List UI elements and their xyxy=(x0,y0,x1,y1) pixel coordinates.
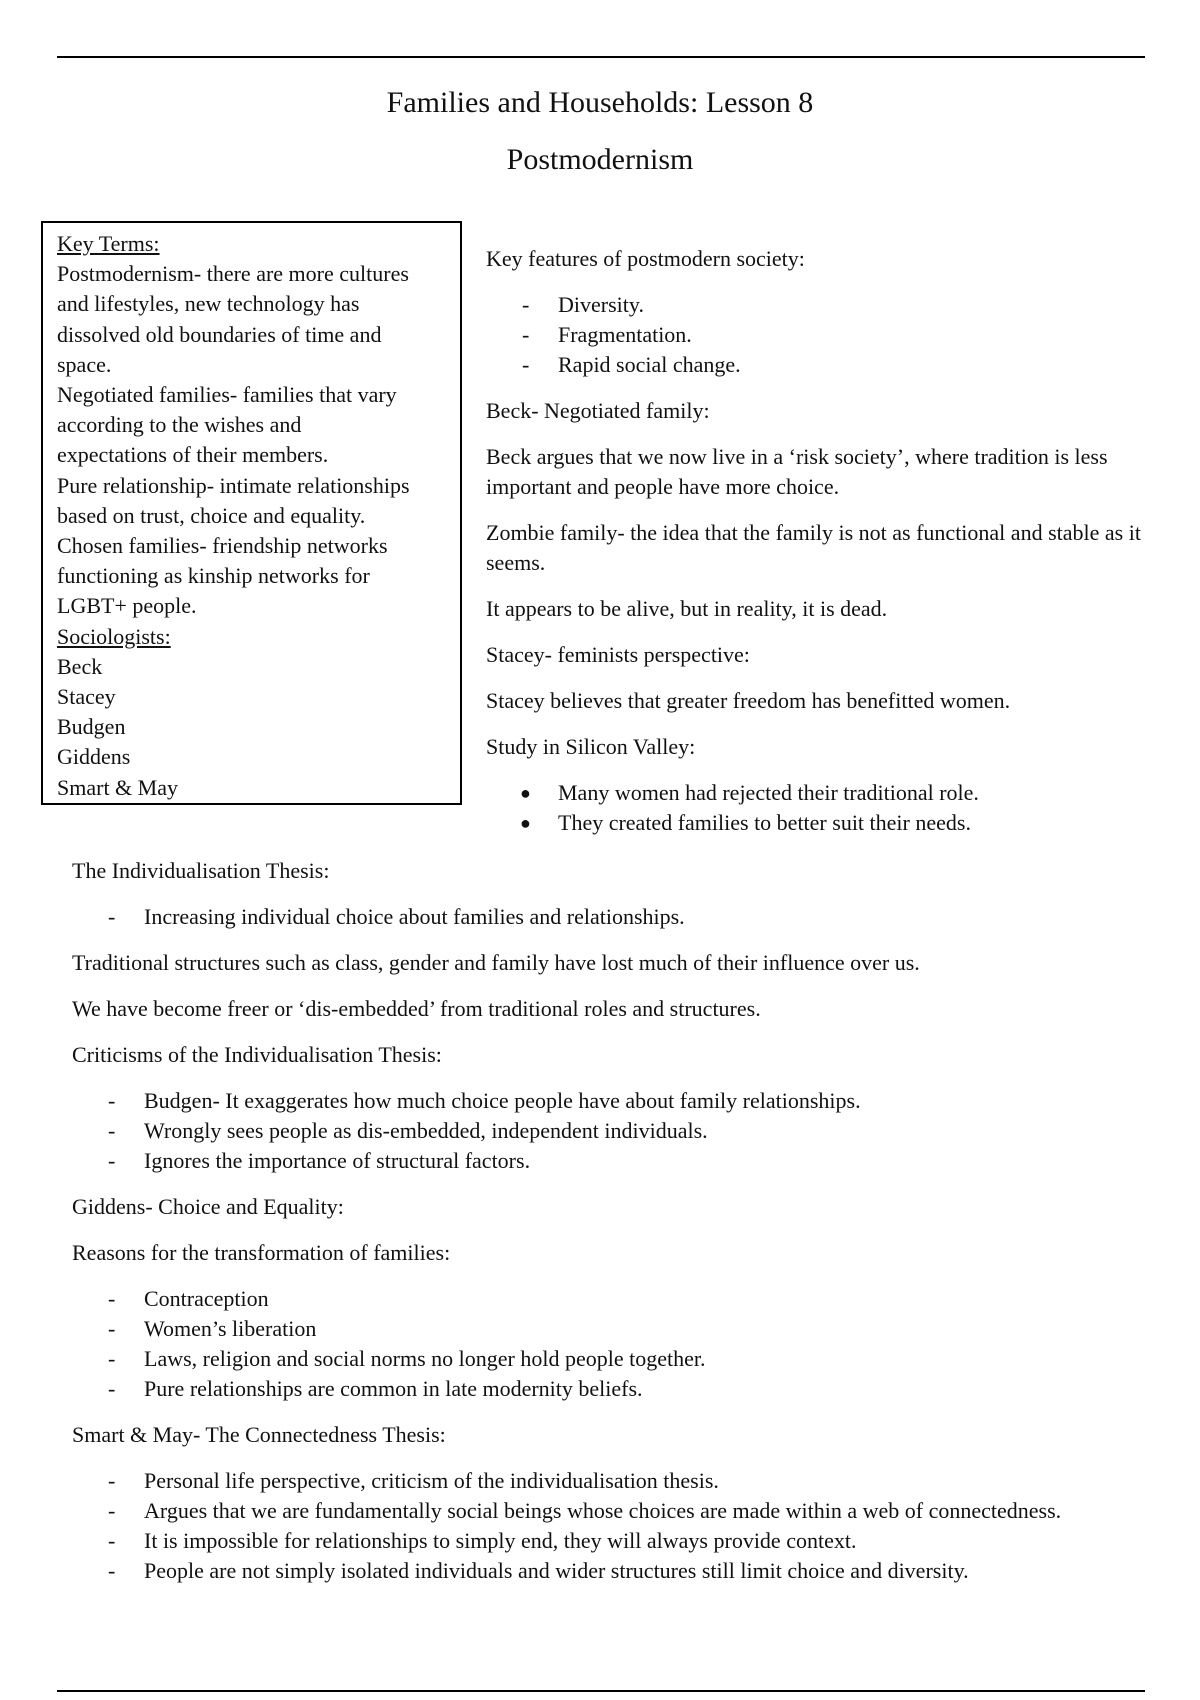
term-line: Chosen families- friendship networks xyxy=(57,533,388,559)
stacey-heading: Stacey- feminists perspective: xyxy=(486,642,750,667)
smart-may-list xyxy=(72,1466,1152,1586)
traditional-text: Traditional structures such as class, gender and family have lost much of their influence over us. xyxy=(72,950,920,975)
dash-marker: - xyxy=(108,1286,116,1311)
list-item: - Personal life perspective, criticism of the individualisation thesis. xyxy=(72,1466,1152,1496)
dash-marker: - xyxy=(108,1376,116,1401)
dash-marker: - xyxy=(108,1528,116,1553)
term-line: Negotiated families- families that vary xyxy=(57,382,397,408)
term-line: dissolved old boundaries of time and xyxy=(57,321,382,347)
list-item: - It is impossible for relationships to simply end, they will always provide context. xyxy=(72,1526,1152,1556)
term-line: and lifestyles, new technology has xyxy=(57,291,360,317)
sociologist-name: Stacey xyxy=(57,684,116,710)
dash-marker: - xyxy=(522,292,530,317)
key-features-heading: Key features of postmodern society: xyxy=(486,246,805,271)
dash-marker: - xyxy=(522,322,530,347)
main-content xyxy=(72,856,1152,1602)
dash-marker: - xyxy=(522,352,530,377)
list-item: - Fragmentation. xyxy=(486,320,1146,350)
criticisms-heading: Criticisms of the Individualisation Thesis: xyxy=(72,1042,442,1067)
dash-marker: - xyxy=(108,1148,116,1173)
list-item: - People are not simply isolated individuals and wider structures still limit choice and diversity. xyxy=(72,1556,1152,1586)
list-item: - Pure relationships are common in late modernity beliefs. xyxy=(72,1374,1152,1404)
term-line: functioning as kinship networks for xyxy=(57,563,370,589)
list-item: - Budgen- It exaggerates how much choice people have about family relationships. xyxy=(72,1086,1152,1116)
list-item: ● Many women had rejected their traditional role. xyxy=(486,778,1146,808)
silicon-heading: Study in Silicon Valley: xyxy=(486,734,696,759)
reasons-list xyxy=(72,1284,1152,1404)
term-line: LGBT+ people. xyxy=(57,593,197,619)
smart-may-heading: Smart & May- The Connectedness Thesis: xyxy=(72,1422,446,1447)
dash-marker: - xyxy=(108,904,116,929)
bullet-marker: ● xyxy=(520,813,531,833)
list-item: - Diversity. xyxy=(486,290,1146,320)
term-line: Pure relationship- intimate relationships xyxy=(57,472,410,498)
right-column xyxy=(486,244,1146,854)
term-line: based on trust, choice and equality. xyxy=(57,502,366,528)
dash-marker: - xyxy=(108,1088,116,1113)
top-rule xyxy=(57,56,1145,58)
dash-marker: - xyxy=(108,1498,116,1523)
freer-text: We have become freer or ‘dis-embedded’ from traditional roles and structures. xyxy=(72,996,761,1021)
bullet-marker: ● xyxy=(520,783,531,803)
key-terms-heading: Key Terms: xyxy=(57,231,160,256)
dash-marker: - xyxy=(108,1468,116,1493)
sociologist-name: Smart & May xyxy=(57,774,178,800)
term-line: expectations of their members. xyxy=(57,442,329,468)
criticisms-list xyxy=(72,1086,1152,1176)
list-item: ● They created families to better suit their needs. xyxy=(486,808,1146,838)
bottom-rule xyxy=(57,1690,1145,1692)
list-item: - Argues that we are fundamentally social beings whose choices are made within a web of connectedness. xyxy=(72,1496,1152,1526)
beck-heading: Beck- Negotiated family: xyxy=(486,398,710,423)
dash-marker: - xyxy=(108,1346,116,1371)
alive-text: It appears to be alive, but in reality, it is dead. xyxy=(486,596,888,621)
dash-marker: - xyxy=(108,1118,116,1143)
page-subtitle: Postmodernism xyxy=(506,143,694,176)
silicon-list xyxy=(486,778,1146,838)
term-line: Postmodernism- there are more cultures xyxy=(57,261,409,287)
sociologist-name: Giddens xyxy=(57,744,131,770)
list-item: - Laws, religion and social norms no longer hold people together. xyxy=(72,1344,1152,1374)
list-item: - Ignores the importance of structural factors. xyxy=(72,1146,1152,1176)
term-line: space. xyxy=(57,351,112,377)
list-item: - Women’s liberation xyxy=(72,1314,1152,1344)
giddens-heading: Giddens- Choice and Equality: xyxy=(72,1194,344,1219)
term-line: according to the wishes and xyxy=(57,412,302,438)
list-item: - Contraception xyxy=(72,1284,1152,1314)
list-item: - Wrongly sees people as dis-embedded, independent individuals. xyxy=(72,1116,1152,1146)
sociologists-heading: Sociologists: xyxy=(57,623,171,649)
beck-text: Beck argues that we now live in a ‘risk society’, where tradition is less important and people have more choice. xyxy=(486,444,1108,499)
dash-marker: - xyxy=(108,1316,116,1341)
individualisation-list xyxy=(72,902,1152,932)
individualisation-heading: The Individualisation Thesis: xyxy=(72,858,330,883)
dash-marker: - xyxy=(108,1558,116,1583)
sociologist-name: Beck xyxy=(57,653,103,679)
page-title: Families and Households: Lesson 8 xyxy=(386,86,814,119)
list-item: - Rapid social change. xyxy=(486,350,1146,380)
stacey-text: Stacey believes that greater freedom has benefitted women. xyxy=(486,688,1011,713)
sociologist-name: Budgen xyxy=(57,714,126,740)
list-item: - Increasing individual choice about families and relationships. xyxy=(72,902,1152,932)
zombie-text: Zombie family- the idea that the family is not as functional and stable as it seems. xyxy=(486,520,1141,575)
key-terms-box xyxy=(41,221,462,805)
reasons-heading: Reasons for the transformation of families: xyxy=(72,1240,451,1265)
key-features-list xyxy=(486,290,1146,380)
